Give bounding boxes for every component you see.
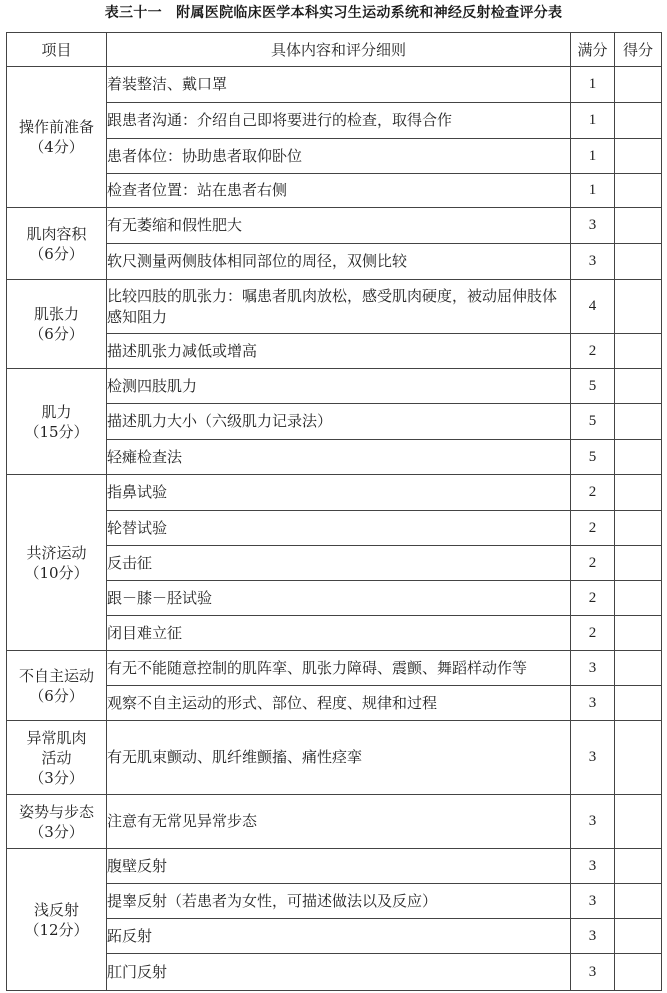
full-score-cell: 1 bbox=[571, 67, 615, 103]
criteria-cell: 有无肌束颤动、肌纤维颤搐、痛性痉挛 bbox=[107, 721, 571, 795]
table-row bbox=[7, 67, 662, 103]
table-title: 表三十一 附属医院临床医学本科实习生运动系统和神经反射检查评分表 bbox=[104, 5, 563, 21]
full-score-cell: 3 bbox=[571, 721, 615, 795]
criteria-cell: 跟－膝－胫试验 bbox=[107, 581, 571, 616]
header-score: 得分 bbox=[615, 33, 662, 67]
score-cell bbox=[615, 919, 662, 954]
score-cell bbox=[615, 795, 662, 849]
header-row bbox=[7, 33, 662, 67]
group-name: 不自主运动 bbox=[18, 666, 94, 685]
criteria-cell: 提睾反射（若患者为女性，可描述做法以及反应） bbox=[107, 884, 571, 919]
score-cell bbox=[615, 849, 662, 884]
full-score-cell: 1 bbox=[571, 139, 615, 174]
criteria-cell: 跖反射 bbox=[107, 919, 571, 954]
criteria-cell: 跟患者沟通：介绍自己即将要进行的检查，取得合作 bbox=[107, 103, 571, 139]
full-score-cell: 2 bbox=[571, 334, 615, 369]
score-cell bbox=[615, 174, 662, 208]
full-score-cell: 2 bbox=[571, 546, 615, 581]
score-cell bbox=[615, 404, 662, 440]
table-row bbox=[7, 849, 662, 884]
group-points: （6分） bbox=[29, 325, 84, 343]
full-score-cell: 3 bbox=[571, 884, 615, 919]
criteria-cell: 轮替试验 bbox=[107, 511, 571, 546]
criteria-cell: 指鼻试验 bbox=[107, 475, 571, 511]
group-name: 肌力 bbox=[41, 402, 72, 421]
full-score-cell: 5 bbox=[571, 369, 615, 404]
full-score-cell: 3 bbox=[571, 919, 615, 954]
criteria-cell: 肛门反射 bbox=[107, 954, 571, 991]
full-score-cell: 3 bbox=[571, 954, 615, 991]
group-name: 共济运动 bbox=[26, 543, 87, 562]
full-score-cell: 5 bbox=[571, 440, 615, 475]
score-cell bbox=[615, 511, 662, 546]
group-points: （6分） bbox=[29, 244, 84, 263]
full-score-cell: 3 bbox=[571, 208, 615, 244]
full-score-cell: 2 bbox=[571, 616, 615, 651]
score-cell bbox=[615, 369, 662, 404]
score-cell bbox=[615, 208, 662, 244]
group-name-line-2: 活动 bbox=[41, 748, 72, 767]
full-score-cell: 1 bbox=[571, 103, 615, 139]
table-row bbox=[7, 475, 662, 511]
group-label bbox=[7, 208, 107, 280]
criteria-cell: 检查者位置：站在患者右侧 bbox=[107, 174, 571, 208]
full-score-cell: 2 bbox=[571, 581, 615, 616]
criteria-cell: 闭目难立征 bbox=[107, 616, 571, 651]
group-name: 操作前准备 bbox=[18, 118, 94, 136]
group-label bbox=[7, 795, 107, 849]
criteria-cell: 比较四肢的肌张力：嘱患者肌肉放松，感受肌肉硬度，被动屈伸肢体感知阻力 bbox=[107, 280, 571, 334]
group-points: （4分） bbox=[29, 138, 84, 156]
table-row bbox=[7, 208, 662, 244]
full-score-cell: 1 bbox=[571, 174, 615, 208]
table-row bbox=[7, 369, 662, 404]
score-cell bbox=[615, 721, 662, 795]
group-label bbox=[7, 67, 107, 208]
table-row bbox=[7, 721, 662, 795]
criteria-cell: 注意有无常见异常步态 bbox=[107, 795, 571, 849]
criteria-cell: 软尺测量两侧肢体相同部位的周径，双侧比较 bbox=[107, 244, 571, 280]
header-full-score: 满分 bbox=[571, 33, 615, 67]
criteria-cell: 有无萎缩和假性肥大 bbox=[107, 208, 571, 244]
full-score-cell: 2 bbox=[571, 475, 615, 511]
score-cell bbox=[615, 475, 662, 511]
header-item: 项目 bbox=[7, 33, 107, 67]
score-cell bbox=[615, 651, 662, 686]
score-cell bbox=[615, 616, 662, 651]
full-score-cell: 3 bbox=[571, 849, 615, 884]
table-row bbox=[7, 280, 662, 334]
full-score-cell: 4 bbox=[571, 280, 615, 334]
full-score-cell: 5 bbox=[571, 404, 615, 440]
score-cell bbox=[615, 139, 662, 174]
criteria-cell: 观察不自主运动的形式、部位、程度、规律和过程 bbox=[107, 686, 571, 721]
score-cell bbox=[615, 244, 662, 280]
score-cell bbox=[615, 334, 662, 369]
table-row bbox=[7, 795, 662, 849]
score-cell bbox=[615, 280, 662, 334]
criteria-cell: 检测四肢肌力 bbox=[107, 369, 571, 404]
full-score-cell: 3 bbox=[571, 686, 615, 721]
group-name: 肌肉容积 bbox=[26, 224, 87, 243]
criteria-cell: 反击征 bbox=[107, 546, 571, 581]
criteria-cell: 着装整洁、戴口罩 bbox=[107, 67, 571, 103]
full-score-cell: 2 bbox=[571, 511, 615, 546]
score-cell bbox=[615, 546, 662, 581]
group-points: （10分） bbox=[24, 563, 89, 582]
group-label bbox=[7, 280, 107, 369]
group-label bbox=[7, 475, 107, 651]
group-points: （12分） bbox=[24, 920, 89, 939]
group-label bbox=[7, 651, 107, 721]
full-score-cell: 3 bbox=[571, 244, 615, 280]
group-points: （6分） bbox=[29, 686, 84, 705]
group-name: 姿势与步态 bbox=[18, 802, 94, 821]
group-name: 异常肌肉 bbox=[26, 728, 87, 747]
score-cell bbox=[615, 581, 662, 616]
score-cell bbox=[615, 954, 662, 991]
score-cell bbox=[615, 884, 662, 919]
table-row bbox=[7, 651, 662, 686]
group-points: （3分） bbox=[29, 822, 84, 841]
group-points: （15分） bbox=[24, 422, 89, 441]
score-cell bbox=[615, 103, 662, 139]
group-name: 肌张力 bbox=[33, 305, 79, 323]
group-label bbox=[7, 369, 107, 475]
group-label bbox=[7, 721, 107, 795]
criteria-cell: 有无不能随意控制的肌阵挛、肌张力障碍、震颤、舞蹈样动作等 bbox=[107, 651, 571, 686]
full-score-cell: 3 bbox=[571, 651, 615, 686]
group-name: 浅反射 bbox=[33, 900, 79, 919]
header-content: 具体内容和评分细则 bbox=[107, 33, 571, 67]
group-label bbox=[7, 849, 107, 991]
criteria-cell: 描述肌力大小（六级肌力记录法） bbox=[107, 404, 571, 440]
score-table bbox=[6, 32, 662, 991]
score-cell bbox=[615, 67, 662, 103]
criteria-cell: 描述肌张力减低或增高 bbox=[107, 334, 571, 369]
criteria-cell: 腹壁反射 bbox=[107, 849, 571, 884]
full-score-cell: 3 bbox=[571, 795, 615, 849]
score-cell bbox=[615, 440, 662, 475]
group-points: （3分） bbox=[29, 768, 84, 787]
criteria-cell: 患者体位：协助患者取仰卧位 bbox=[107, 139, 571, 174]
score-cell bbox=[615, 686, 662, 721]
criteria-cell: 轻瘫检查法 bbox=[107, 440, 571, 475]
